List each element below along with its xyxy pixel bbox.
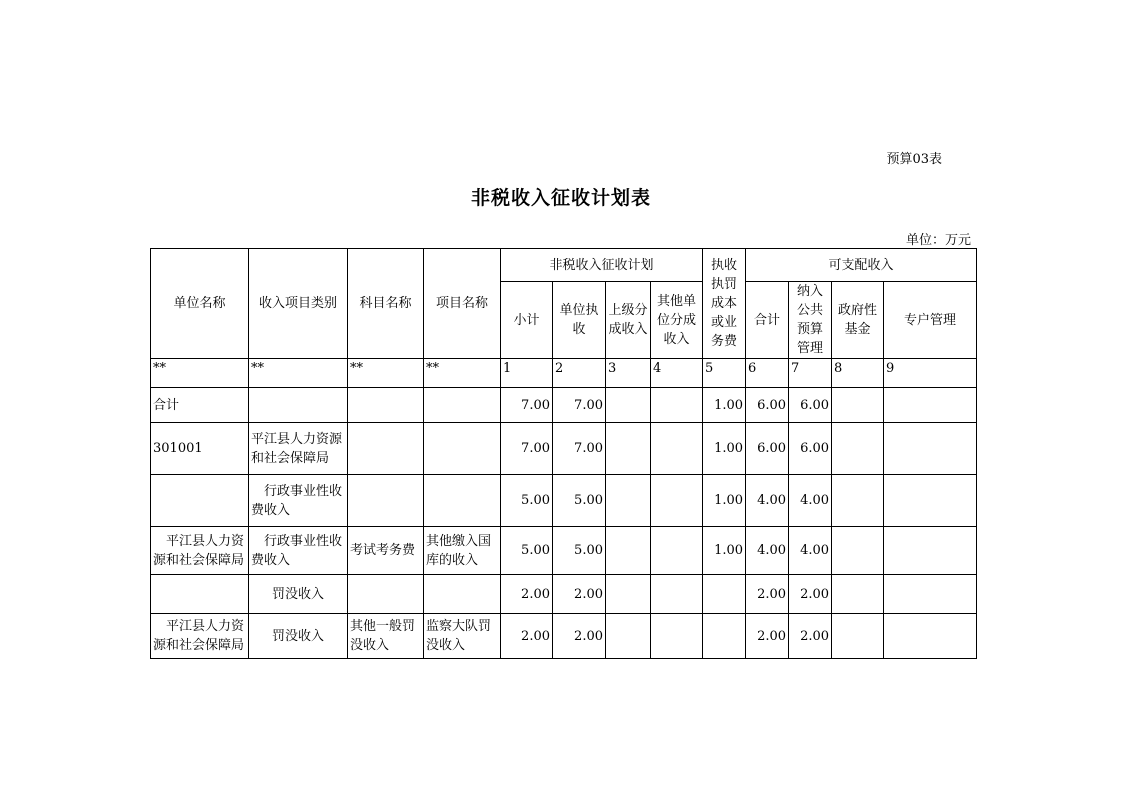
cell-total: 4.00 [746, 475, 789, 527]
cell-gov-fund [832, 575, 884, 614]
cell-special-account [884, 575, 977, 614]
cell-other-share [651, 388, 703, 423]
cell-upper-share [606, 475, 651, 527]
cell-special-account [884, 423, 977, 475]
col-header-gov-fund: 政府性基金 [832, 282, 884, 359]
index-cell: 9 [884, 359, 977, 388]
cell-public-budget: 4.00 [789, 475, 832, 527]
cell-unit [151, 475, 249, 527]
index-cell: 3 [606, 359, 651, 388]
cell-upper-share [606, 388, 651, 423]
cell-subject [348, 475, 424, 527]
cell-unit [151, 575, 249, 614]
page-title: 非税收入征收计划表 [470, 187, 651, 209]
index-cell: 5 [703, 359, 746, 388]
index-cell: 8 [832, 359, 884, 388]
col-header-unit-name: 单位名称 [151, 249, 249, 359]
cell-subject: 考试考务费 [348, 527, 424, 575]
index-cell: 1 [501, 359, 553, 388]
cell-unit: 平江县人力资源和社会保障局 [151, 614, 249, 659]
col-header-item-name: 项目名称 [424, 249, 501, 359]
cell-public-budget: 6.00 [789, 388, 832, 423]
table-row [151, 388, 977, 423]
cell-other-share [651, 527, 703, 575]
cell-special-account [884, 614, 977, 659]
table-row [151, 423, 977, 475]
cell-upper-share [606, 614, 651, 659]
cell-unit-collect: 2.00 [553, 614, 606, 659]
cell-other-share [651, 423, 703, 475]
cell-total: 6.00 [746, 388, 789, 423]
cell-item [424, 575, 501, 614]
col-header-total: 合计 [746, 282, 789, 359]
revenue-plan-table [150, 248, 977, 659]
cell-unit: 平江县人力资源和社会保障局 [151, 527, 249, 575]
table-row [151, 575, 977, 614]
index-cell: 4 [651, 359, 703, 388]
index-cell: ** [151, 359, 249, 388]
cell-gov-fund [832, 388, 884, 423]
cell-unit-collect: 5.00 [553, 527, 606, 575]
cell-subject [348, 423, 424, 475]
cell-category: 罚没收入 [249, 614, 348, 659]
col-header-subtotal: 小计 [501, 282, 553, 359]
index-row [151, 359, 977, 388]
cell-category: 行政事业性收费收入 [249, 475, 348, 527]
cell-subject: 其他一般罚没收入 [348, 614, 424, 659]
index-cell: ** [424, 359, 501, 388]
table-row [151, 527, 977, 575]
cell-upper-share [606, 575, 651, 614]
index-cell: 2 [553, 359, 606, 388]
cell-item: 监察大队罚没收入 [424, 614, 501, 659]
cell-subtotal: 7.00 [501, 423, 553, 475]
cell-total: 2.00 [746, 614, 789, 659]
cell-unit-collect: 2.00 [553, 575, 606, 614]
index-cell: ** [249, 359, 348, 388]
cell-public-budget: 4.00 [789, 527, 832, 575]
cell-public-budget: 6.00 [789, 423, 832, 475]
cell-special-account [884, 475, 977, 527]
cell-item [424, 388, 501, 423]
col-header-upper-share: 上级分成收入 [606, 282, 651, 359]
table-number: 预算03表 [886, 152, 942, 167]
cell-public-budget: 2.00 [789, 614, 832, 659]
cell-unit: 合计 [151, 388, 249, 423]
cell-subject [348, 575, 424, 614]
cell-item [424, 475, 501, 527]
cell-enforcement-cost: 1.00 [703, 423, 746, 475]
cell-subtotal: 5.00 [501, 527, 553, 575]
cell-item [424, 423, 501, 475]
cell-category: 行政事业性收费收入 [249, 527, 348, 575]
cell-total: 4.00 [746, 527, 789, 575]
index-cell: 6 [746, 359, 789, 388]
col-header-public-budget: 纳入公共预算管理 [789, 282, 832, 359]
cell-total: 2.00 [746, 575, 789, 614]
col-header-subject-name: 科目名称 [348, 249, 424, 359]
cell-unit: 301001 [151, 423, 249, 475]
col-group-collection-plan: 非税收入征收计划 [501, 249, 703, 282]
table-row [151, 475, 977, 527]
cell-special-account [884, 388, 977, 423]
col-header-unit-collect: 单位执收 [553, 282, 606, 359]
cell-item: 其他缴入国库的收入 [424, 527, 501, 575]
cell-category: 罚没收入 [249, 575, 348, 614]
cell-enforcement-cost [703, 614, 746, 659]
index-cell: 7 [789, 359, 832, 388]
cell-special-account [884, 527, 977, 575]
cell-gov-fund [832, 423, 884, 475]
col-header-enforcement-cost: 执收执罚成本或业务费 [703, 249, 746, 359]
cell-unit-collect: 7.00 [553, 423, 606, 475]
col-header-other-share: 其他单位分成收入 [651, 282, 703, 359]
cell-other-share [651, 575, 703, 614]
cell-upper-share [606, 423, 651, 475]
table-row [151, 614, 977, 659]
cell-gov-fund [832, 475, 884, 527]
cell-upper-share [606, 527, 651, 575]
cell-subtotal: 7.00 [501, 388, 553, 423]
cell-other-share [651, 475, 703, 527]
cell-unit-collect: 5.00 [553, 475, 606, 527]
col-group-disposable-income: 可支配收入 [746, 249, 977, 282]
col-header-income-category: 收入项目类别 [249, 249, 348, 359]
col-header-special-account: 专户管理 [884, 282, 977, 359]
cell-category: 平江县人力资源和社会保障局 [249, 423, 348, 475]
cell-subtotal: 5.00 [501, 475, 553, 527]
cell-subtotal: 2.00 [501, 575, 553, 614]
cell-subject [348, 388, 424, 423]
cell-gov-fund [832, 614, 884, 659]
cell-total: 6.00 [746, 423, 789, 475]
unit-label: 单位：万元 [905, 233, 971, 248]
cell-gov-fund [832, 527, 884, 575]
cell-public-budget: 2.00 [789, 575, 832, 614]
cell-other-share [651, 614, 703, 659]
cell-subtotal: 2.00 [501, 614, 553, 659]
cell-enforcement-cost: 1.00 [703, 388, 746, 423]
cell-enforcement-cost [703, 575, 746, 614]
index-cell: ** [348, 359, 424, 388]
cell-category [249, 388, 348, 423]
cell-enforcement-cost: 1.00 [703, 475, 746, 527]
cell-unit-collect: 7.00 [553, 388, 606, 423]
cell-enforcement-cost: 1.00 [703, 527, 746, 575]
